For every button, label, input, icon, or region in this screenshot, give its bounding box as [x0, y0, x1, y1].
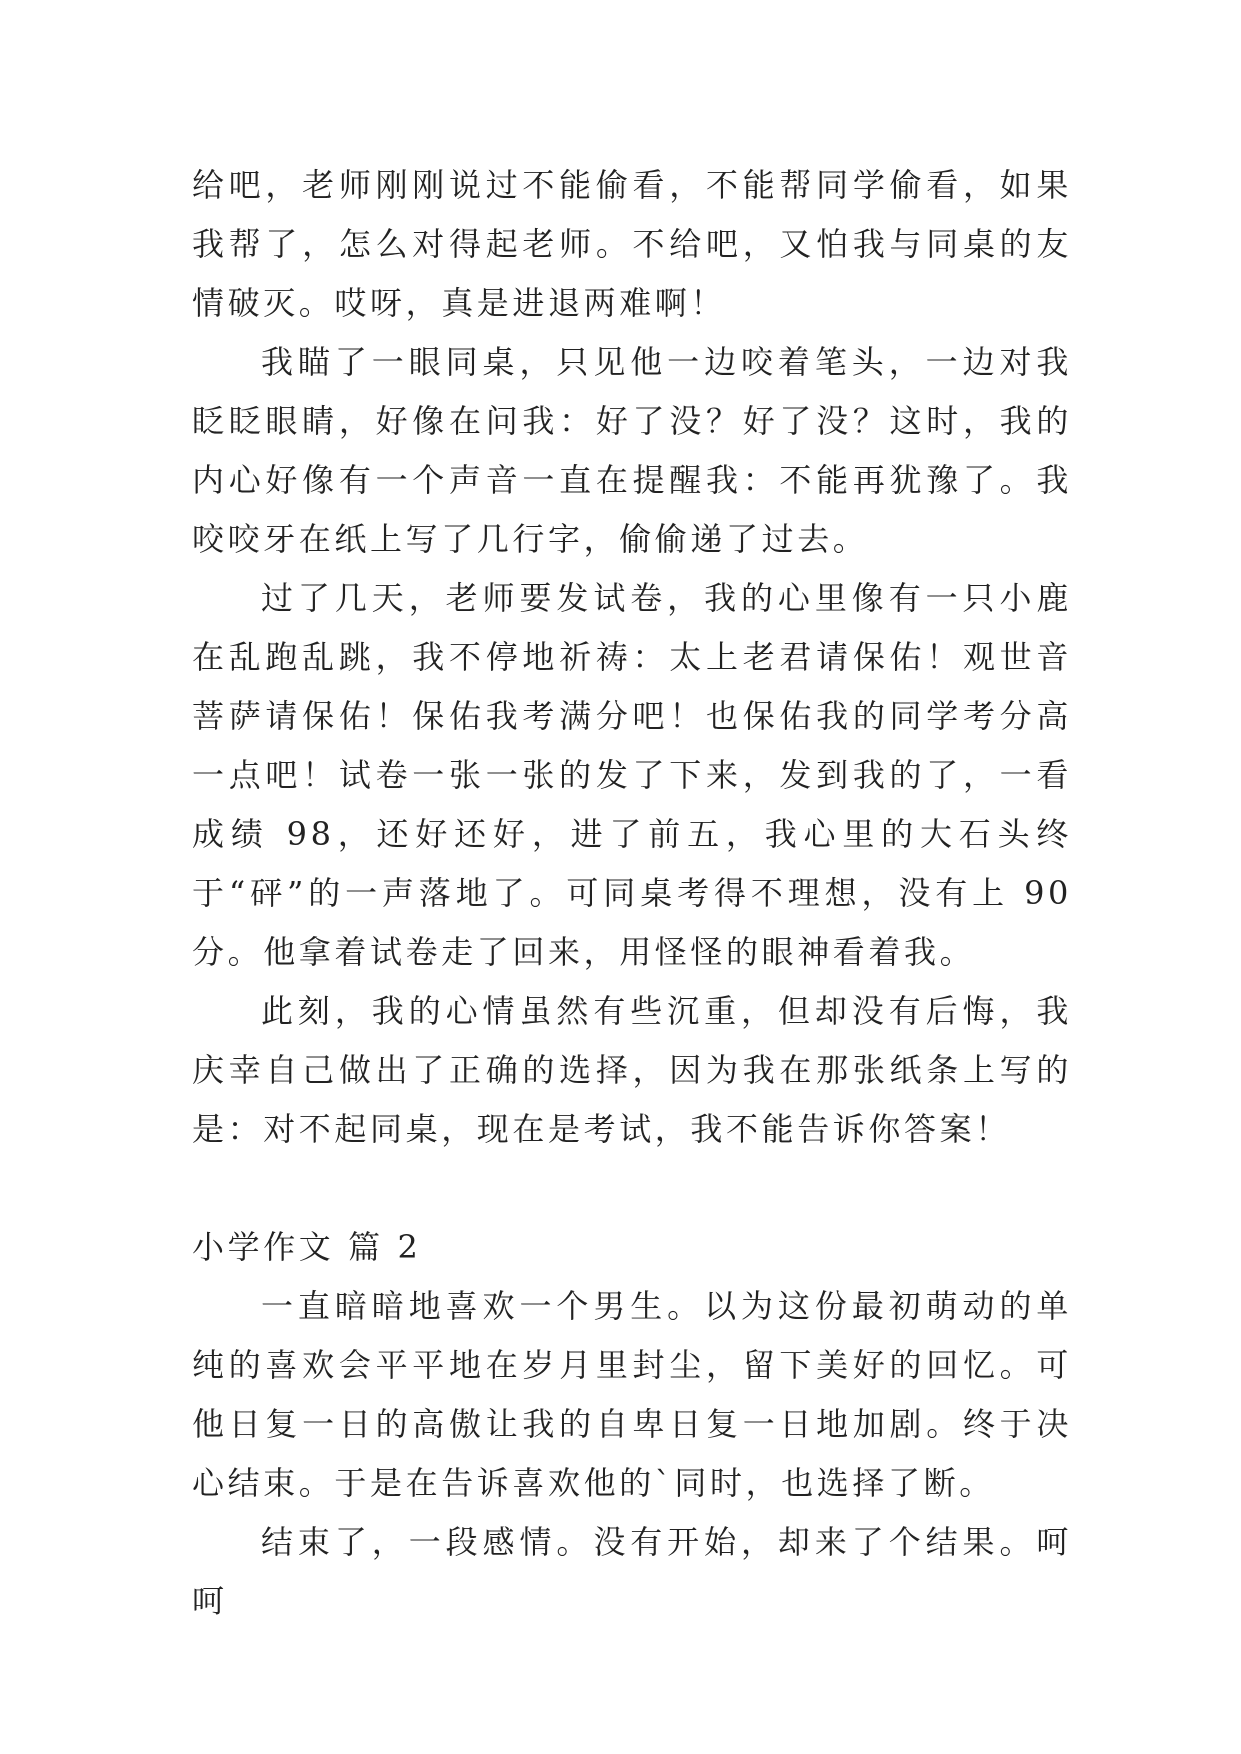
paragraph-continuation: 给吧，老师刚刚说过不能偷看，不能帮同学偷看，如果我帮了，怎么对得起老师。不给吧，又怕我与同桌的友情破灭。哎呀，真是进退两难啊！ — [192, 166, 1072, 322]
paragraph: 一直暗暗地喜欢一个男生。以为这份最初萌动的单纯的喜欢会平平地在岁月里封尘，留下美好的回忆。可他日复一日的高傲让我的自卑日复一日地加剧。终于决心结束。于是在告诉喜欢他的`同时，也选择了断。 — [192, 1287, 1072, 1502]
paragraph: 结束了，一段感情。没有开始，却来了个结果。呵呵 — [192, 1523, 1072, 1620]
paragraph: 过了几天，老师要发试卷，我的心里像有一只小鹿在乱跑乱跳，我不停地祈祷：太上老君请保佑！观世音菩萨请保佑！保佑我考满分吧！也保佑我的同学考分高一点吧！试卷一张一张的发了下来，发到我的了，一看成绩 98，还好还好，进了前五，我心里的大石头终于“砰”的一声落地了。可同桌考得不理想，没有上 90 分。他拿着试卷走了回来，用怪怪的眼神看着我。 — [192, 579, 1072, 971]
section-heading: 小学作文 篇 2 — [192, 1228, 422, 1266]
document-body — [192, 156, 1072, 1631]
paragraph: 此刻，我的心情虽然有些沉重，但却没有后悔，我庆幸自己做出了正确的选择，因为我在那张纸条上写的是：对不起同桌，现在是考试，我不能告诉你答案！ — [192, 992, 1072, 1148]
paragraph: 我瞄了一眼同桌，只见他一边咬着笔头，一边对我眨眨眼睛，好像在问我：好了没？好了没？这时，我的内心好像有一个声音一直在提醒我：不能再犹豫了。我咬咬牙在纸上写了几行字，偷偷递了过去。 — [192, 343, 1072, 558]
